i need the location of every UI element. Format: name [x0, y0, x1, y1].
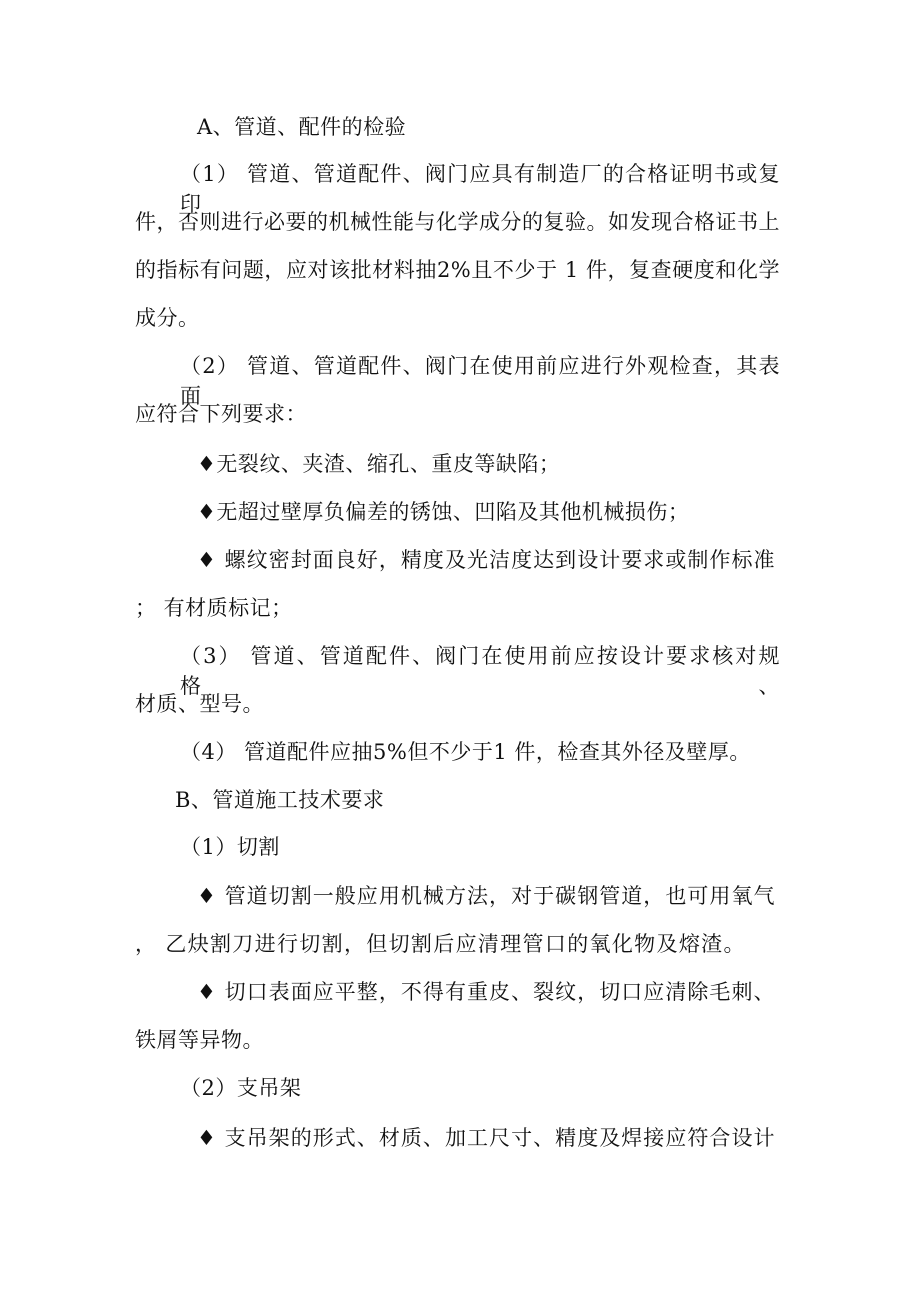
section-b2-title: （2）支吊架	[180, 1076, 302, 1100]
section-b1-bullet-2-line-2: 铁屑等异物。	[135, 1028, 264, 1052]
section-a-heading: A、管道、配件的检验	[197, 115, 407, 139]
section-a1-line-3: 的指标有问题，应对该批材料抽2%且不少于 1 件，复查硬度和化学	[135, 258, 780, 282]
section-b2-bullet-1-line-1: ♦ 支吊架的形式、材质、加工尺寸、精度及焊接应符合设计	[197, 1126, 775, 1150]
section-a2-bullet-3-line-2: ； 有材质标记；	[135, 596, 293, 620]
section-a4-line-1: （4） 管道配件应抽5%但不少于1 件，检查其外径及壁厚。	[180, 740, 751, 764]
section-a2-bullet-3-line-1: ♦ 螺纹密封面良好，精度及光洁度达到设计要求或制作标准	[197, 548, 775, 572]
section-a1-line-4: 成分。	[135, 306, 200, 330]
section-a1-line-1: （1） 管道、管道配件、阀门应具有制造厂的合格证明书或复印	[180, 162, 780, 216]
section-b1-bullet-1-line-2: ， 乙炔割刀进行切割，但切割后应清理管口的氧化物及熔渣。	[135, 932, 745, 956]
section-b1-title: （1）切割	[180, 835, 280, 859]
section-a3-line-2: 材质、型号。	[135, 692, 264, 716]
section-a2-bullet-1: ♦无裂纹、夹渣、缩孔、重皮等缺陷；	[197, 452, 561, 476]
section-a2-bullet-2: ♦无超过壁厚负偏差的锈蚀、凹陷及其他机械损伤；	[197, 500, 690, 524]
section-a1-line-2: 件，否则进行必要的机械性能与化学成分的复验。如发现合格证书上	[135, 210, 780, 234]
section-a3-line-1: （3） 管道、管道配件、阀门在使用前应按设计要求核对规格、	[180, 644, 780, 698]
section-b1-bullet-1-line-1: ♦ 管道切割一般应用机械方法，对于碳钢管道，也可用氧气	[197, 884, 775, 908]
section-a2-line-1: （2） 管道、管道配件、阀门在使用前应进行外观检查，其表面	[180, 354, 780, 408]
section-a2-line-2: 应符合下列要求：	[135, 402, 307, 426]
section-b1-bullet-2-line-1: ♦ 切口表面应平整，不得有重皮、裂纹，切口应清除毛刺、	[197, 980, 775, 1004]
section-b-heading: B、管道施工技术要求	[175, 788, 385, 812]
